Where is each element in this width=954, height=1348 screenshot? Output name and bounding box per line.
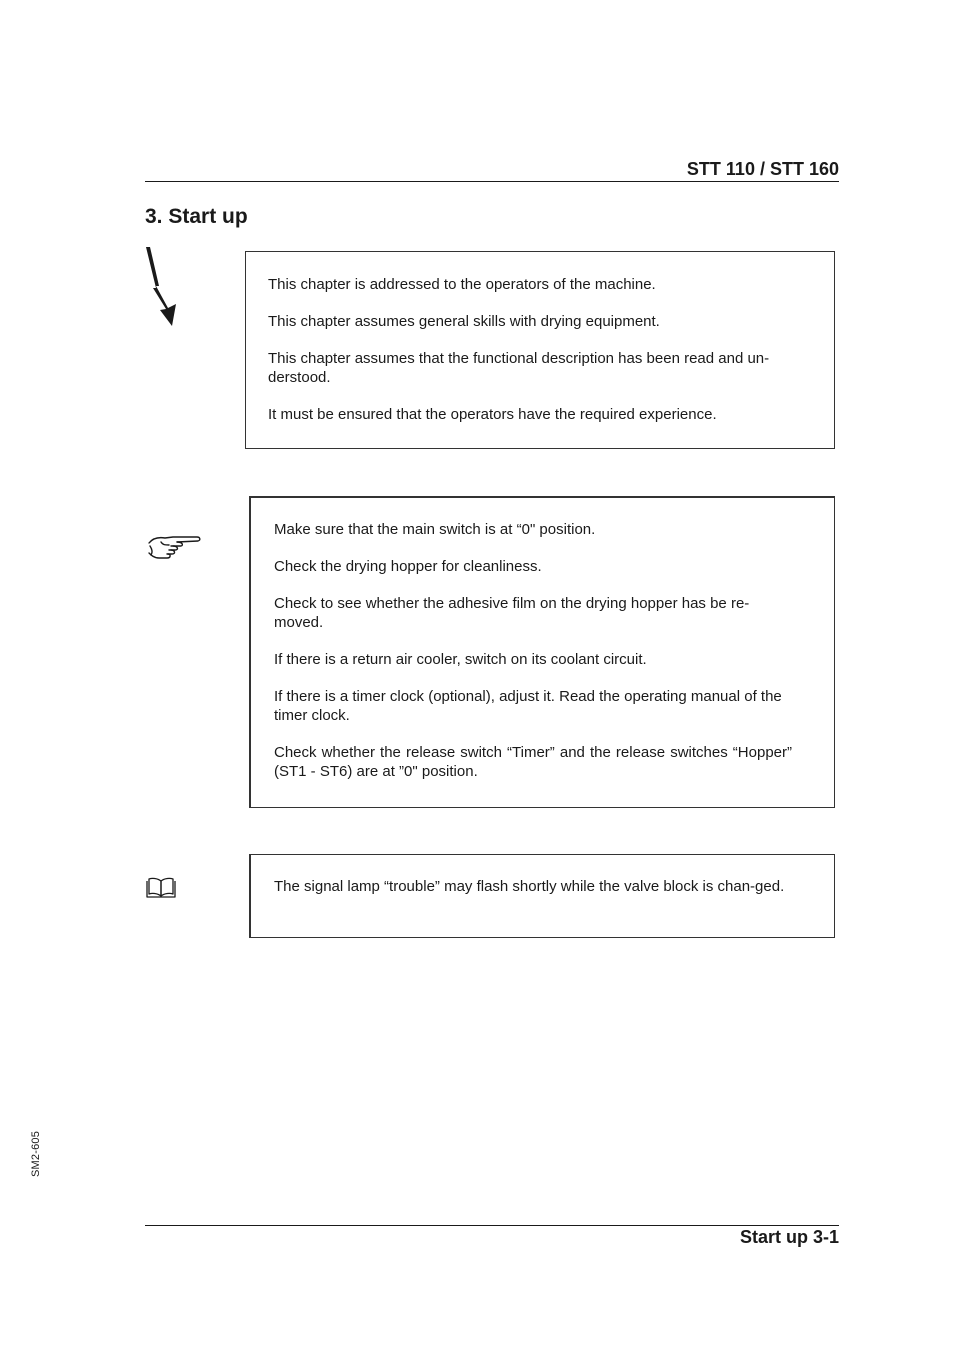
checklist-paragraph: Check whether the release switch “Timer” and the release switches “Hopper” (ST1 - ST6) are at ”0" position. (274, 744, 792, 780)
checklist-paragraph: If there is a timer clock (optional), adjust it. Read the operating manual of the timer clock. (274, 688, 782, 724)
document-code: SM2-605 (30, 1130, 42, 1177)
pointing-hand-icon (147, 533, 203, 565)
checklist-paragraph: Check the drying hopper for cleanliness. (274, 558, 542, 575)
warning-paragraph: This chapter assumes general skills with drying equipment. (268, 313, 660, 330)
warning-paragraph: This chapter is addressed to the operators of the machine. (268, 276, 656, 293)
warning-box (245, 251, 835, 449)
checklist-box (249, 496, 835, 808)
open-book-icon (146, 877, 176, 899)
info-paragraph: The signal lamp “trouble” may flash shortly while the valve block is chan-ged. (274, 878, 785, 895)
header-rule (145, 181, 839, 182)
checklist-paragraph: Check to see whether the adhesive film on the drying hopper has be re-moved. (274, 595, 750, 631)
document-header-title: STT 110 / STT 160 (686, 159, 839, 179)
checklist-paragraph: Make sure that the main switch is at “0" position. (274, 521, 596, 538)
lightning-bolt-icon (143, 246, 185, 328)
footer-rule (145, 1225, 839, 1226)
chapter-title: 3. Start up (145, 205, 248, 228)
info-box (249, 854, 835, 938)
checklist-paragraph: If there is a return air cooler, switch on its coolant circuit. (274, 651, 647, 668)
warning-paragraph: This chapter assumes that the functional description has been read and un-derstood. (268, 350, 770, 386)
warning-paragraph: It must be ensured that the operators have the required experience. (268, 406, 717, 423)
page-footer-title: Start up 3-1 (739, 1227, 839, 1247)
